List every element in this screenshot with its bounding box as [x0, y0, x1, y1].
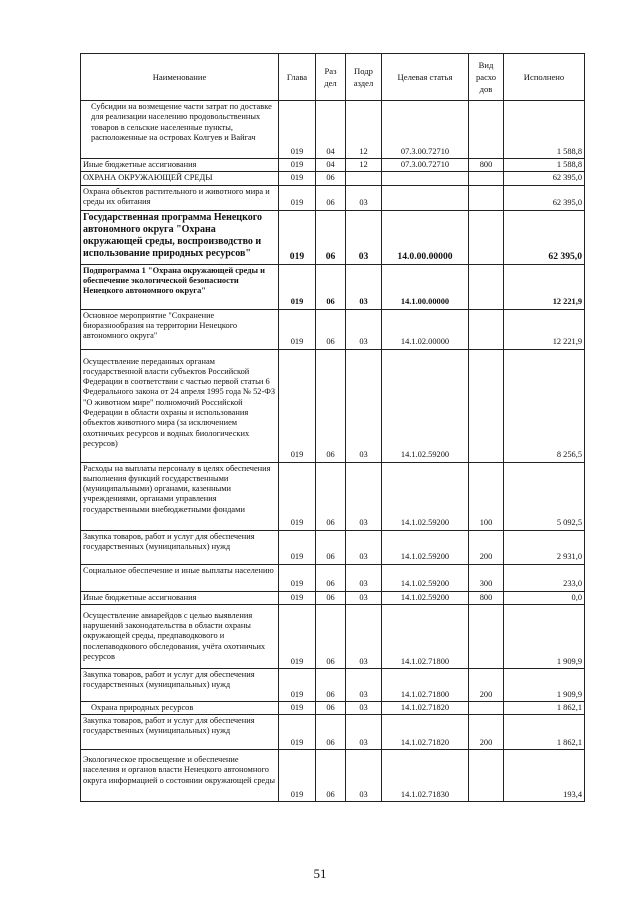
header-expense-type: Вид расхо дов [469, 54, 504, 101]
table-row [81, 309, 585, 349]
table-row [81, 172, 585, 185]
header-name: Наименование [81, 54, 279, 101]
row-target: 14.1.02.71830 [382, 750, 469, 802]
row-subsection: 03 [346, 668, 382, 701]
row-name: Закупка товаров, работ и услуг для обеспечения государственных (муниципальных) нужд [81, 668, 279, 701]
row-target: 14.1.02.59200 [382, 462, 469, 530]
budget-execution-table [80, 53, 585, 802]
row-chapter: 019 [279, 210, 316, 264]
row-subsection: 03 [346, 309, 382, 349]
table-row [81, 185, 585, 210]
row-section: 06 [316, 715, 346, 750]
row-type [469, 349, 504, 462]
row-type [469, 101, 504, 159]
row-chapter: 019 [279, 172, 316, 185]
table-row [81, 159, 585, 172]
row-subsection: 03 [346, 701, 382, 714]
header-executed: Исполнено [504, 54, 585, 101]
row-amount: 1 909,9 [504, 604, 585, 668]
row-type [469, 210, 504, 264]
table-row [81, 349, 585, 462]
row-name: Иные бюджетные ассигнования [81, 159, 279, 172]
row-amount: 62 395,0 [504, 210, 585, 264]
row-chapter: 019 [279, 701, 316, 714]
table-row [81, 564, 585, 591]
row-target: 14.1.02.59200 [382, 349, 469, 462]
row-section: 06 [316, 210, 346, 264]
row-chapter: 019 [279, 591, 316, 604]
table-row [81, 462, 585, 530]
row-type: 800 [469, 159, 504, 172]
row-target: 14.1.02.59200 [382, 591, 469, 604]
row-chapter: 019 [279, 462, 316, 530]
row-subsection: 03 [346, 591, 382, 604]
header-section: Раз дел [316, 54, 346, 101]
row-chapter: 019 [279, 264, 316, 309]
row-chapter: 019 [279, 750, 316, 802]
row-subsection: 03 [346, 530, 382, 564]
row-type: 200 [469, 668, 504, 701]
row-name: Подпрограмма 1 "Охрана окружающей среды и обеспечение экологической безопасности Ненецкого автономного округа" [81, 264, 279, 309]
row-target: 14.1.00.00000 [382, 264, 469, 309]
page-number: 51 [313, 866, 327, 881]
row-section: 06 [316, 604, 346, 668]
table-row [81, 668, 585, 701]
header-chapter: Глава [279, 54, 316, 101]
row-amount: 193,4 [504, 750, 585, 802]
row-chapter: 019 [279, 604, 316, 668]
row-section: 04 [316, 101, 346, 159]
row-chapter: 019 [279, 185, 316, 210]
row-target: 14.1.02.71820 [382, 715, 469, 750]
row-type [469, 309, 504, 349]
row-subsection: 03 [346, 564, 382, 591]
row-subsection [346, 172, 382, 185]
row-amount: 5 092,5 [504, 462, 585, 530]
row-type [469, 604, 504, 668]
table-row [81, 264, 585, 309]
row-name: Охрана объектов растительного и животного мира и среды их обитания [81, 185, 279, 210]
row-name: Субсидии на возмещение части затрат по доставке для реализации населению продовольственных товаров в сельские населенные пункты, расположенные на островах Колгуев и Вайгач [81, 101, 279, 159]
row-subsection: 03 [346, 185, 382, 210]
table-row [81, 701, 585, 714]
row-subsection: 12 [346, 101, 382, 159]
row-target [382, 172, 469, 185]
row-amount: 1 909,9 [504, 668, 585, 701]
table-row [81, 715, 585, 750]
table-body [81, 101, 585, 802]
row-amount: 12 221,9 [504, 264, 585, 309]
row-amount: 12 221,9 [504, 309, 585, 349]
table-row [81, 530, 585, 564]
row-section: 06 [316, 462, 346, 530]
row-subsection: 03 [346, 349, 382, 462]
row-name: Экологическое просвещение и обеспечение населения и органов власти Ненецкого автономного округа информацией о состоянии окружающей среды [81, 750, 279, 802]
row-chapter: 019 [279, 101, 316, 159]
row-section: 06 [316, 701, 346, 714]
row-section: 06 [316, 185, 346, 210]
row-chapter: 019 [279, 159, 316, 172]
row-type [469, 264, 504, 309]
row-target: 14.1.02.59200 [382, 530, 469, 564]
table-row [81, 101, 585, 159]
row-target: 07.3.00.72710 [382, 101, 469, 159]
row-section: 06 [316, 750, 346, 802]
row-target: 14.1.02.59200 [382, 564, 469, 591]
row-amount: 1 862,1 [504, 701, 585, 714]
row-chapter: 019 [279, 349, 316, 462]
row-name: Иные бюджетные ассигнования [81, 591, 279, 604]
row-subsection: 03 [346, 264, 382, 309]
row-chapter: 019 [279, 668, 316, 701]
row-name: Основное мероприятие "Сохранение биоразнообразия на территории Ненецкого автономного округа" [81, 309, 279, 349]
row-subsection: 12 [346, 159, 382, 172]
row-type: 100 [469, 462, 504, 530]
header-subsection: Подр аздел [346, 54, 382, 101]
row-amount: 8 256,5 [504, 349, 585, 462]
row-section: 06 [316, 309, 346, 349]
row-target: 14.1.02.71800 [382, 604, 469, 668]
row-target [382, 185, 469, 210]
row-type [469, 172, 504, 185]
row-type: 200 [469, 530, 504, 564]
row-name: Осуществление переданных органам государственной власти субъектов Российской Федерации в соответствии с частью первой статьи 6 Федерального закона от 24 апреля 1995 года № 52-ФЗ "О животном мире" полномочий Российской Федерации в области охраны и использования объектов животного мира (за исключением охотничьих ресурсов и водных биологических ресурсов) [81, 349, 279, 462]
row-name: Государственная программа Ненецкого автономного округа "Охрана окружающей среды, воспроизводство и использование природных ресурсов" [81, 210, 279, 264]
row-chapter: 019 [279, 530, 316, 564]
row-amount: 233,0 [504, 564, 585, 591]
row-type: 200 [469, 715, 504, 750]
table-row [81, 604, 585, 668]
row-section: 06 [316, 668, 346, 701]
row-amount: 0,0 [504, 591, 585, 604]
table-row [81, 750, 585, 802]
row-chapter: 019 [279, 309, 316, 349]
row-subsection: 03 [346, 604, 382, 668]
row-amount: 1 862,1 [504, 715, 585, 750]
row-type [469, 750, 504, 802]
row-section: 06 [316, 172, 346, 185]
row-chapter: 019 [279, 564, 316, 591]
row-amount: 1 588,8 [504, 101, 585, 159]
row-amount: 2 931,0 [504, 530, 585, 564]
row-target: 14.1.02.00000 [382, 309, 469, 349]
row-section: 06 [316, 591, 346, 604]
row-type: 300 [469, 564, 504, 591]
row-name: Расходы на выплаты персоналу в целях обеспечения выполнения функций государственными (муниципальными) органами, казенными учреждениями, органами управления государственными внебюджетными фондами [81, 462, 279, 530]
table-header-row [81, 54, 585, 101]
row-target: 07.3.00.72710 [382, 159, 469, 172]
row-amount: 62 395,0 [504, 185, 585, 210]
row-subsection: 03 [346, 210, 382, 264]
row-target: 14.0.00.00000 [382, 210, 469, 264]
row-subsection: 03 [346, 750, 382, 802]
row-section: 06 [316, 530, 346, 564]
row-name: Закупка товаров, работ и услуг для обеспечения государственных (муниципальных) нужд [81, 530, 279, 564]
row-chapter: 019 [279, 715, 316, 750]
row-section: 06 [316, 564, 346, 591]
table-row [81, 591, 585, 604]
row-target: 14.1.02.71800 [382, 668, 469, 701]
header-target-article: Целевая статья [382, 54, 469, 101]
row-amount: 62 395,0 [504, 172, 585, 185]
row-type: 800 [469, 591, 504, 604]
row-subsection: 03 [346, 462, 382, 530]
row-amount: 1 588,8 [504, 159, 585, 172]
table-row [81, 210, 585, 264]
row-section: 04 [316, 159, 346, 172]
row-name: Осуществление авиарейдов с целью выявления нарушений законодательства в области охраны окружающей среды, предпаводкового и послепаводкового обследования, учёта охотничьих ресурсов [81, 604, 279, 668]
row-subsection: 03 [346, 715, 382, 750]
row-section: 06 [316, 264, 346, 309]
row-type [469, 701, 504, 714]
row-name: Охрана природных ресурсов [81, 701, 279, 714]
row-section: 06 [316, 349, 346, 462]
row-name: ОХРАНА ОКРУЖАЮЩЕЙ СРЕДЫ [81, 172, 279, 185]
row-type [469, 185, 504, 210]
row-name: Закупка товаров, работ и услуг для обеспечения государственных (муниципальных) нужд [81, 715, 279, 750]
row-target: 14.1.02.71820 [382, 701, 469, 714]
row-name: Социальное обеспечение и иные выплаты населению [81, 564, 279, 591]
